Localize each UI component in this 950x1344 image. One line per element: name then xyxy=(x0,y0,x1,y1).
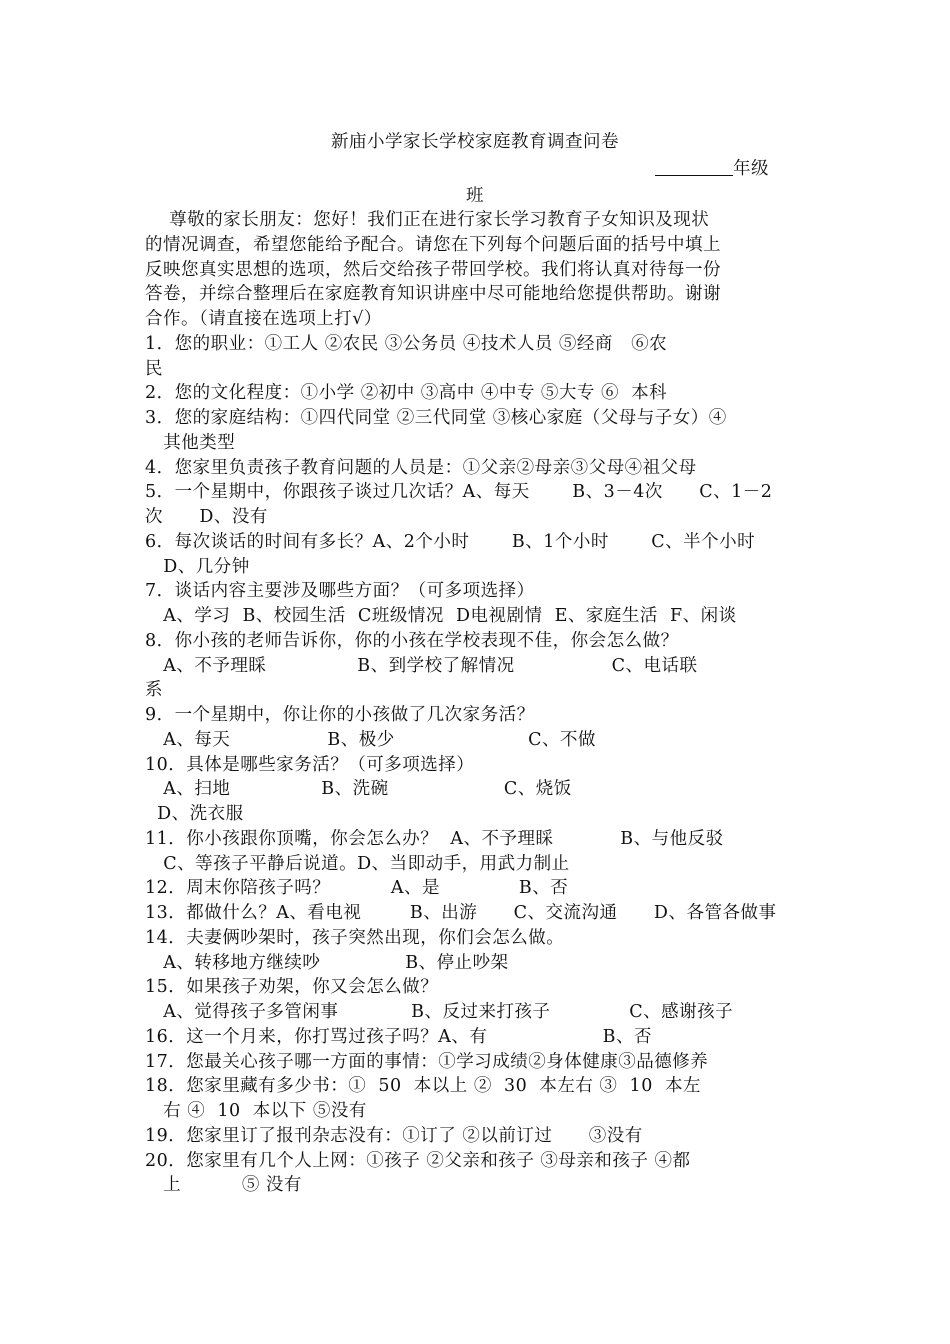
text-line: A、不予理睬 B、到学校了解情况 C、电话联 xyxy=(145,655,698,676)
text-line: 其他类型 xyxy=(145,432,236,453)
text-line: 民 xyxy=(145,358,163,379)
text-line: 14．夫妻俩吵架时，孩子突然出现，你们会怎么做。 xyxy=(145,927,565,948)
text-line: 4．您家里负责孩子教育问题的人员是：①父亲②母亲③父母④祖父母 xyxy=(145,457,697,478)
text-line: 的情况调查，希望您能给予配合。请您在下列每个问题后面的括号中填上 xyxy=(145,234,721,255)
text-line: 6．每次谈话的时间有多长？A、2个小时 B、1个小时 C、半个小时 xyxy=(145,531,756,552)
text-line: 16．这一个月来，你打骂过孩子吗？A、有 B、否 xyxy=(145,1026,652,1047)
text-line: D、洗衣服 xyxy=(145,804,244,824)
text-line: 7．谈话内容主要涉及哪些方面？（可多项选择） xyxy=(145,581,535,602)
text-line: D、几分钟 xyxy=(145,556,250,577)
text-line: 右 ④ 10 本以下 ⑤没有 xyxy=(145,1101,367,1121)
text-line: 12．周末你陪孩子吗？ A、是 B、否 xyxy=(145,878,569,899)
text-line: 3．您的家庭结构：①四代同堂 ②三代同堂 ③核心家庭（父母与子女）④ xyxy=(145,408,727,428)
text-line: 合作。（请直接在选项上打√） xyxy=(145,309,382,329)
grade-blank-line[interactable] xyxy=(655,157,733,176)
text-line: A、扫地 B、洗碗 C、烧饭 xyxy=(145,779,572,800)
text-line: 5．一个星期中，你跟孩子谈过几次话？A、每天 B、3－4次 C、1－2 xyxy=(145,482,773,503)
text-line: A、学习 B、校园生活 C班级情况 D电视剧情 E、家庭生活 F、闲谈 xyxy=(145,606,737,626)
text-line: 尊敬的家长朋友：您好！我们正在进行家长学习教育子女知识及现状 xyxy=(145,210,710,230)
text-line: 17．您最关心孩子哪一方面的事情：①学习成绩②身体健康③品德修养 xyxy=(145,1051,709,1072)
text-line: 11．你小孩跟你顶嘴，你会怎么办？ A、不予理睬 B、与他反驳 xyxy=(145,828,724,849)
text-line: 19．您家里订了报刊杂志没有：①订了 ②以前订过 ③没有 xyxy=(145,1125,643,1146)
page-title: 新庙小学家长学校家庭教育调查问卷 xyxy=(331,132,619,152)
text-line: C、等孩子平静后说道。D、当即动手，用武力制止 xyxy=(145,853,570,874)
grade-field xyxy=(655,155,769,180)
text-line: 反映您真实思想的选项，然后交给孩子带回学校。我们将认真对待每一份 xyxy=(145,259,721,280)
text-line: 15．如果孩子劝架，你又会怎么做？ xyxy=(145,977,439,998)
text-line: A、觉得孩子多管闲事 B、反过来打孩子 C、感谢孩子 xyxy=(145,1002,734,1022)
text-line: A、每天 B、极少 C、不做 xyxy=(145,729,596,750)
text-line: 20．您家里有几个人上网：①孩子 ②父亲和孩子 ③母亲和孩子 ④都 xyxy=(145,1150,691,1171)
grade-label: 年级 xyxy=(733,159,769,179)
text-line: A、转移地方继续吵 B、停止吵架 xyxy=(145,952,509,973)
text-line: 系 xyxy=(145,680,163,701)
text-line: 10．具体是哪些家务活？（可多项选择） xyxy=(145,754,475,775)
text-line: 8．你小孩的老师告诉你，你的小孩在学校表现不佳，你会怎么做？ xyxy=(145,630,679,651)
text-line: 上 ⑤ 没有 xyxy=(145,1175,302,1196)
text-line: 次 D、没有 xyxy=(145,507,268,527)
text-line: 13．都做什么？A、看电视 B、出游 C、交流沟通 D、各管各做事 xyxy=(145,903,777,923)
text-line: 18．您家里藏有多少书：① 50 本以上 ② 30 本左右 ③ 10 本左 xyxy=(145,1076,701,1097)
text-line: 答卷，并综合整理后在家庭教育知识讲座中尽可能地给您提供帮助。谢谢 xyxy=(145,284,721,305)
text-line: 1．您的职业：①工人 ②农民 ③公务员 ④技术人员 ⑤经商 ⑥农 xyxy=(145,333,668,354)
text-line: 9．一个星期中，你让你的小孩做了几次家务活？ xyxy=(145,705,535,725)
text-line: 2．您的文化程度：①小学 ②初中 ③高中 ④中专 ⑤大专 ⑥ 本科 xyxy=(145,383,668,404)
class-label: 班 xyxy=(466,186,484,206)
